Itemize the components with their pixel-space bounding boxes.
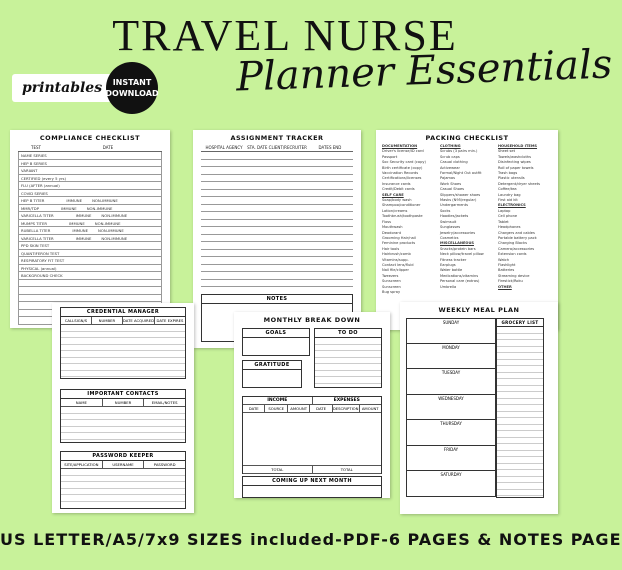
total-left: TOTAL: [243, 466, 313, 473]
compliance-row: [18, 160, 162, 168]
packing-col-3: [498, 144, 556, 290]
grocery-lines: [497, 327, 543, 497]
compliance-title: COMPLIANCE CHECKLIST: [39, 134, 141, 142]
packing-item: Activewear: [440, 165, 460, 170]
packing-item: Laptop: [498, 208, 511, 213]
compliance-row-label: VARIANT: [21, 168, 38, 173]
packing-item: Soc Security card (copy): [382, 160, 426, 165]
packing-item: Watch: [498, 257, 510, 262]
todo-label: TO DO: [315, 329, 381, 338]
packing-item: Jewelry/accessories: [440, 230, 476, 235]
fin-col-6: AMOUNT: [361, 406, 379, 411]
packing-item: Snacks/protein bars: [440, 246, 476, 251]
compliance-row-label: CERTIFIED (every 5 yrs): [21, 175, 66, 181]
compliance-row-label: MMR/TDP: [21, 205, 40, 211]
compliance-row: [18, 250, 162, 258]
packing-item: Soap/body wash: [382, 198, 412, 203]
non-immune-label: NON-IMMUNE: [94, 220, 121, 226]
cred-col-1: CALLSIGN/S: [61, 317, 92, 324]
compliance-row-label: VARICELLA TITER: [21, 235, 54, 241]
cred-col-2: NUMBER: [92, 317, 123, 324]
password-title: PASSWORD KEEPER: [61, 452, 185, 461]
packing-item: Tablet: [498, 219, 509, 224]
assignment-row: [201, 167, 353, 175]
meal-day: MONDAY: [406, 344, 496, 370]
packing-item: Undergarments: [440, 203, 468, 208]
packing-item: Tweezers: [382, 273, 399, 278]
packing-item: Personal care (extras): [440, 279, 480, 284]
packing-item: Firestick/Roku: [498, 279, 523, 284]
packing-item: Sheet set: [498, 149, 516, 154]
packing-item: Hair tools: [382, 246, 400, 251]
compliance-row-label: VARICELLA TITER: [21, 213, 54, 218]
password-box: [60, 451, 186, 509]
finance-body: [243, 413, 381, 465]
income-label: INCOME: [243, 397, 313, 404]
compliance-checklist-page: [10, 130, 170, 328]
assignment-row: [201, 265, 353, 273]
packing-item: Nail file/clipper: [382, 268, 409, 273]
meal-day: THURSDAY: [406, 420, 496, 446]
fin-col-4: DATE: [310, 405, 332, 412]
packing-item: Vitamins/supp.: [382, 257, 409, 262]
compliance-row-label: PHYSICAL (annual): [21, 265, 57, 271]
packing-item: Casual clothing: [440, 160, 468, 165]
packing-section-header: DOCUMENTATION: [382, 144, 418, 148]
meal-day: FRIDAY: [406, 446, 496, 472]
packing-item: Flashlight: [498, 262, 516, 267]
credential-title: CREDENTIAL MANAGER: [61, 308, 185, 317]
packing-section-header: ELECTRONICS: [498, 203, 526, 208]
packing-item: Vaccination Records: [382, 171, 419, 176]
packing-section-header: SELF CARE: [382, 192, 404, 197]
compliance-row-label: RESPIRATORY FIT TEST: [21, 258, 65, 263]
assignment-row: [201, 182, 353, 190]
packing-item: Birth certificate (copy): [382, 165, 423, 170]
packing-item: Hairbrush/comb: [382, 252, 411, 257]
packing-col-2: [440, 144, 496, 290]
credential-page: [52, 303, 194, 513]
assignment-row: [201, 227, 353, 235]
compliance-rows: [18, 152, 162, 325]
packing-item: Feminine products: [382, 241, 416, 246]
packing-item: Deodorant: [382, 230, 402, 235]
packing-section-header: HOUSEHOLD ITEMS: [498, 144, 538, 148]
script-subtitle: Planner Essentials: [235, 41, 614, 101]
meal-title: WEEKLY MEAL PLAN: [438, 306, 520, 314]
compliance-row: [18, 257, 162, 265]
col-start: STA. DATE CLIENT/RECRUITER: [247, 145, 307, 150]
packing-item: Driver's license/ID card: [382, 149, 424, 154]
compliance-header: [18, 145, 162, 152]
compliance-row: [18, 197, 162, 205]
col-test: TEST: [31, 145, 41, 150]
packing-item: Scrub caps: [440, 154, 460, 159]
notes-label: NOTES: [202, 295, 352, 304]
gratitude-box: [242, 360, 302, 388]
packing-item: Shampoo/conditioner: [382, 203, 421, 208]
compliance-row-label: PPD SKIN TEST: [21, 243, 50, 248]
assignment-row: [201, 242, 353, 250]
contacts-col-2: NUMBER: [103, 399, 145, 406]
contacts-col-3: EMAIL/NOTES: [151, 400, 178, 405]
packing-item: Socks: [440, 208, 451, 213]
assignment-header: [201, 145, 353, 152]
contacts-cols: [61, 399, 185, 407]
packing-item: Scrubs (3 pairs min.): [440, 149, 478, 154]
packing-item: Cosmetics: [440, 235, 459, 240]
compliance-row: [18, 272, 162, 280]
meal-day: WEDNESDAY: [406, 395, 496, 421]
assignment-row: [201, 272, 353, 280]
packing-item: Grooming Hair/nail: [382, 235, 416, 240]
packing-item: Water bottle: [440, 268, 463, 273]
packing-item: Casual Shoes: [440, 187, 465, 192]
credential-lines: [61, 325, 185, 377]
contacts-lines: [61, 407, 185, 441]
total-right: TOTAL: [340, 467, 353, 472]
packing-item: Batteries: [498, 268, 515, 273]
packing-item: Insurance cards: [382, 181, 411, 186]
compliance-row: [18, 227, 162, 235]
password-col-3: PASSWORD: [153, 462, 176, 467]
finance-head: [243, 397, 381, 405]
credential-cols: [61, 317, 185, 325]
fin-col-5: DESCRIPTION: [332, 406, 359, 411]
password-col-2: USERNAME: [103, 461, 145, 468]
compliance-row-label: HEP B TITER: [21, 198, 45, 203]
immune-label: IMMUNE: [75, 213, 92, 218]
packing-checklist-page: [376, 130, 558, 330]
contacts-box: [60, 389, 186, 443]
monthly-title: MONTHLY BREAK DOWN: [263, 316, 361, 324]
password-col-1: SITE/APPLICATION: [61, 461, 103, 468]
assignment-rows: [201, 152, 353, 295]
compliance-row: [18, 167, 162, 175]
cred-col-4: DATE EXPIRES: [156, 318, 184, 323]
monthly-breakdown-page: [234, 312, 390, 498]
packing-item: Slippers/shower shoes: [440, 192, 481, 197]
packing-item: First aid kit: [498, 198, 518, 203]
packing-item: Headphones: [498, 225, 521, 230]
assignment-row: [201, 197, 353, 205]
packing-item: Extension cords: [498, 252, 527, 257]
credential-box: [60, 307, 186, 379]
compliance-row: [18, 295, 162, 303]
goals-box: [242, 328, 310, 356]
packing-item: Disinfecting wipes: [498, 160, 531, 165]
main-title: TRAVEL NURSE: [112, 11, 458, 60]
packing-item: Bug spray: [382, 289, 401, 294]
packing-item: Masks (N95/regular): [440, 198, 477, 203]
assignment-row: [201, 257, 353, 265]
fin-col-3: AMOUNT: [288, 405, 310, 412]
compliance-row-label: RUBELLA TITER: [21, 228, 51, 233]
compliance-row: [18, 265, 162, 273]
packing-item: Sunscreen: [382, 284, 401, 289]
packing-item: Credit/Debit cards: [382, 187, 415, 192]
packing-item: Formal/Night Out outfit: [440, 171, 482, 176]
finance-cols: [243, 405, 381, 413]
packing-item: Coffee/tea: [498, 187, 517, 192]
packing-section-header: MISCELLANEOUS: [440, 241, 474, 246]
non-immune-label: NON-IMMUNE: [101, 213, 128, 218]
assignment-row: [201, 212, 353, 220]
packing-item: Sunglasses: [440, 225, 461, 230]
col-end: DATES END: [318, 145, 342, 150]
finance-totals: [243, 465, 381, 474]
packing-item: Work Shoes: [440, 181, 462, 186]
packing-item: Swimsuit: [440, 219, 457, 224]
non-immune-label: NON-IMMUNE: [92, 198, 118, 203]
compliance-row: [18, 220, 162, 228]
packing-item: Camera/accessories: [498, 246, 535, 251]
packing-item: Contact lens/fluid: [382, 262, 414, 267]
packing-item: Trash bags: [498, 171, 518, 176]
compliance-row-label: MUMPS TITER: [21, 220, 48, 226]
compliance-row-label: BACKGROUND CHECK: [21, 273, 63, 278]
compliance-row-label: FLU (AFTER (annual): [21, 183, 60, 188]
password-cols: [61, 461, 185, 469]
assignment-row: [201, 190, 353, 198]
grocery-label: GROCERY LIST: [497, 319, 543, 327]
compliance-row: [18, 235, 162, 243]
compliance-row: [18, 280, 162, 288]
packing-item: Sunscreen: [382, 279, 401, 284]
col-hospital: HOSPITAL AGENCY: [205, 145, 243, 150]
packing-title: PACKING CHECKLIST: [425, 134, 509, 142]
todo-lines: [315, 338, 381, 388]
packing-item: Neck pillow/travel pillow: [440, 252, 484, 257]
packing-item: Detergent/dryer sheets: [498, 181, 540, 186]
immune-label: IMMUNE: [72, 228, 89, 233]
assignment-row: [201, 280, 353, 288]
todo-box: [314, 328, 382, 388]
compliance-row-label: QUANTIFERON TEST: [21, 250, 60, 256]
compliance-row-label: NAME SERIES: [21, 153, 47, 158]
goals-label: GOALS: [243, 329, 309, 338]
compliance-row: [18, 287, 162, 295]
assignment-row: [201, 250, 353, 258]
coming-up-box: [242, 476, 382, 498]
packing-item: Floss: [382, 219, 392, 224]
compliance-row-label: HEP B SERIES: [21, 160, 47, 166]
meal-plan-page: [400, 302, 558, 514]
packing-item: Laundry bag: [498, 192, 521, 197]
contacts-col-1: NAME: [61, 399, 103, 406]
packing-item: Cell phone: [498, 214, 518, 219]
packing-item: Earplugs: [440, 262, 456, 267]
col-date: DATE: [102, 145, 114, 150]
compliance-row: [18, 212, 162, 220]
compliance-row: [18, 152, 162, 160]
badge-line-2: DOWNLOAD: [105, 89, 159, 98]
assignment-row: [201, 160, 353, 168]
compliance-row: [18, 175, 162, 183]
immune-label: IMMUNE: [61, 205, 77, 211]
packing-item: Fitness tracker: [440, 257, 467, 262]
contacts-title: IMPORTANT CONTACTS: [61, 390, 185, 399]
packing-item: Streaming device: [498, 273, 530, 278]
packing-item: Roll of paper towels: [498, 165, 534, 170]
assignment-row: [201, 175, 353, 183]
packing-item: Hoodies/jackets: [440, 214, 469, 219]
packing-section-header: OTHER: [498, 284, 512, 289]
compliance-row-label: COVID SERIES: [21, 190, 48, 196]
non-immune-label: NON-IMMUNE: [101, 235, 128, 241]
instant-download-badge: [106, 62, 158, 114]
compliance-row: [18, 182, 162, 190]
immune-label: IMMUNE: [66, 198, 83, 203]
packing-item: Lotion/creams: [382, 208, 408, 213]
assignment-row: [201, 152, 353, 160]
cred-col-3: DATE ACQUIRED: [122, 318, 155, 323]
packing-item: Plastic utensils: [498, 176, 525, 181]
coming-up-label: COMING UP NEXT MONTH: [243, 477, 381, 486]
badge-line-1: INSTANT: [112, 78, 152, 87]
non-immune-label: NON-IMMUNE: [98, 228, 124, 233]
packing-section-header: CLOTHING: [440, 144, 461, 148]
printables-label: printables: [12, 74, 112, 102]
meal-day: SUNDAY: [406, 318, 496, 344]
assignment-title: ASSIGNMENT TRACKER: [230, 134, 324, 142]
packing-item: Charging Blocks: [498, 241, 527, 246]
meal-day: TUESDAY: [406, 369, 496, 395]
packing-item: Umbrella: [440, 284, 457, 289]
packing-item: Passport: [382, 154, 398, 159]
assignment-row: [201, 220, 353, 228]
packing-item: Mouthwash: [382, 225, 403, 230]
grocery-box: [496, 318, 544, 498]
immune-label: IMMUNE: [69, 220, 85, 226]
packing-item: Pajamas: [440, 176, 455, 181]
expenses-label: EXPENSES: [333, 398, 360, 403]
meal-day: SATURDAY: [406, 471, 496, 497]
compliance-row: [18, 205, 162, 213]
password-lines: [61, 469, 185, 507]
assignment-row: [201, 235, 353, 243]
non-immune-label: NON-IMMUNE: [86, 205, 113, 211]
footer-banner: US LETTER/A5/7x9 SIZES included-PDF-6 PAGES & NOTES PAGE: [0, 530, 622, 549]
packing-item: Medications/vitamins: [440, 273, 479, 278]
fin-col-2: SOURCE: [265, 405, 287, 412]
gratitude-label: GRATITUDE: [243, 361, 301, 370]
packing-item: Chargers and cables: [498, 230, 535, 235]
assignment-row: [201, 205, 353, 213]
compliance-row: [18, 242, 162, 250]
meal-days: [406, 318, 496, 497]
compliance-row: [18, 190, 162, 198]
finance-box: [242, 396, 382, 474]
immune-label: IMMUNE: [75, 235, 92, 241]
fin-col-1: DATE: [243, 405, 265, 412]
packing-item: Certifications/licenses: [382, 176, 422, 181]
packing-item: Towels/washcloths: [498, 154, 532, 159]
packing-col-1: [382, 144, 438, 295]
packing-item: Toothbrush/toothpaste: [382, 214, 423, 219]
packing-item: Portable battery pack: [498, 235, 537, 240]
